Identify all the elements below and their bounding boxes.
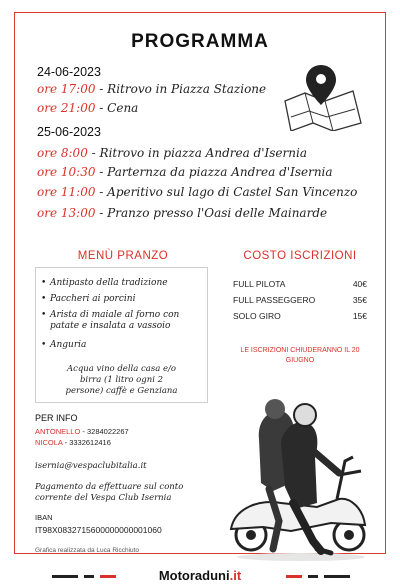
day1-event: ore 21:00 - Cena [37,101,139,115]
day2-event: ore 13:00 - Pranzo presso l'Oasi delle Mainarde [37,206,328,220]
day2-event: ore 10:30 - Parternza da piazza Andrea d'Isernia [37,165,333,179]
page-title: PROGRAMMA [131,31,269,52]
info-title: PER INFO [35,413,78,423]
map-pin-icon [275,61,367,131]
payment-info: Pagamento da effettuare sul conto corrente del Vespa Club Isernia [35,482,184,503]
iban-value: IT98X0832715600000000001060 [35,525,162,535]
footer-brand[interactable]: Motoraduni.it [158,568,242,583]
day1-date: 24-06-2023 [37,65,101,79]
footer-decoration [286,575,350,578]
cost-title: COSTO ISCRIZIONI [243,250,357,262]
menu-item: • Paccheri ai porcini [41,294,136,304]
day2-event: ore 11:00 - Aperitivo sul lago di Castel San Vincenzo [37,185,358,199]
menu-title: MENÙ PRANZO [77,250,169,262]
menu-box [35,267,208,403]
menu-item: • Antipasto della tradizione [41,278,168,288]
day1-event: ore 17:00 - Ritrovo in Piazza Stazione [37,82,267,96]
contact: NICOLA - 3332612416 [35,438,111,447]
vespa-riders-illustration [221,391,381,563]
cost-row: SOLO GIRO 15€ [233,311,367,321]
poster [14,12,386,554]
registration-deadline: LE ISCRIZIONI CHIUDERANNO IL 20 GIUGNO [240,347,360,364]
cost-row: FULL PASSEGGERO 35€ [233,295,367,305]
menu-item: • Arista di maiale al forno con patate e insalata a vassoio [41,310,180,331]
contact: ANTONELLO - 3284022267 [35,427,129,436]
menu-note: Acqua vino della casa e/o birra (1 litro ogni 2 persone) caffè e Genziana [65,364,178,396]
graphic-credit: Grafica realizzata da Luca Ricchiuto [35,547,140,554]
day2-event: ore 8:00 - Ritrovo in piazza Andrea d'Isernia [37,146,307,160]
menu-item: • Anguria [41,340,87,350]
cost-row: FULL PILOTA 40€ [233,279,367,289]
iban-label: IBAN [35,513,53,522]
email-link[interactable]: isernia@vespaclubitalia.it [35,461,147,471]
day2-date: 25-06-2023 [37,125,101,139]
